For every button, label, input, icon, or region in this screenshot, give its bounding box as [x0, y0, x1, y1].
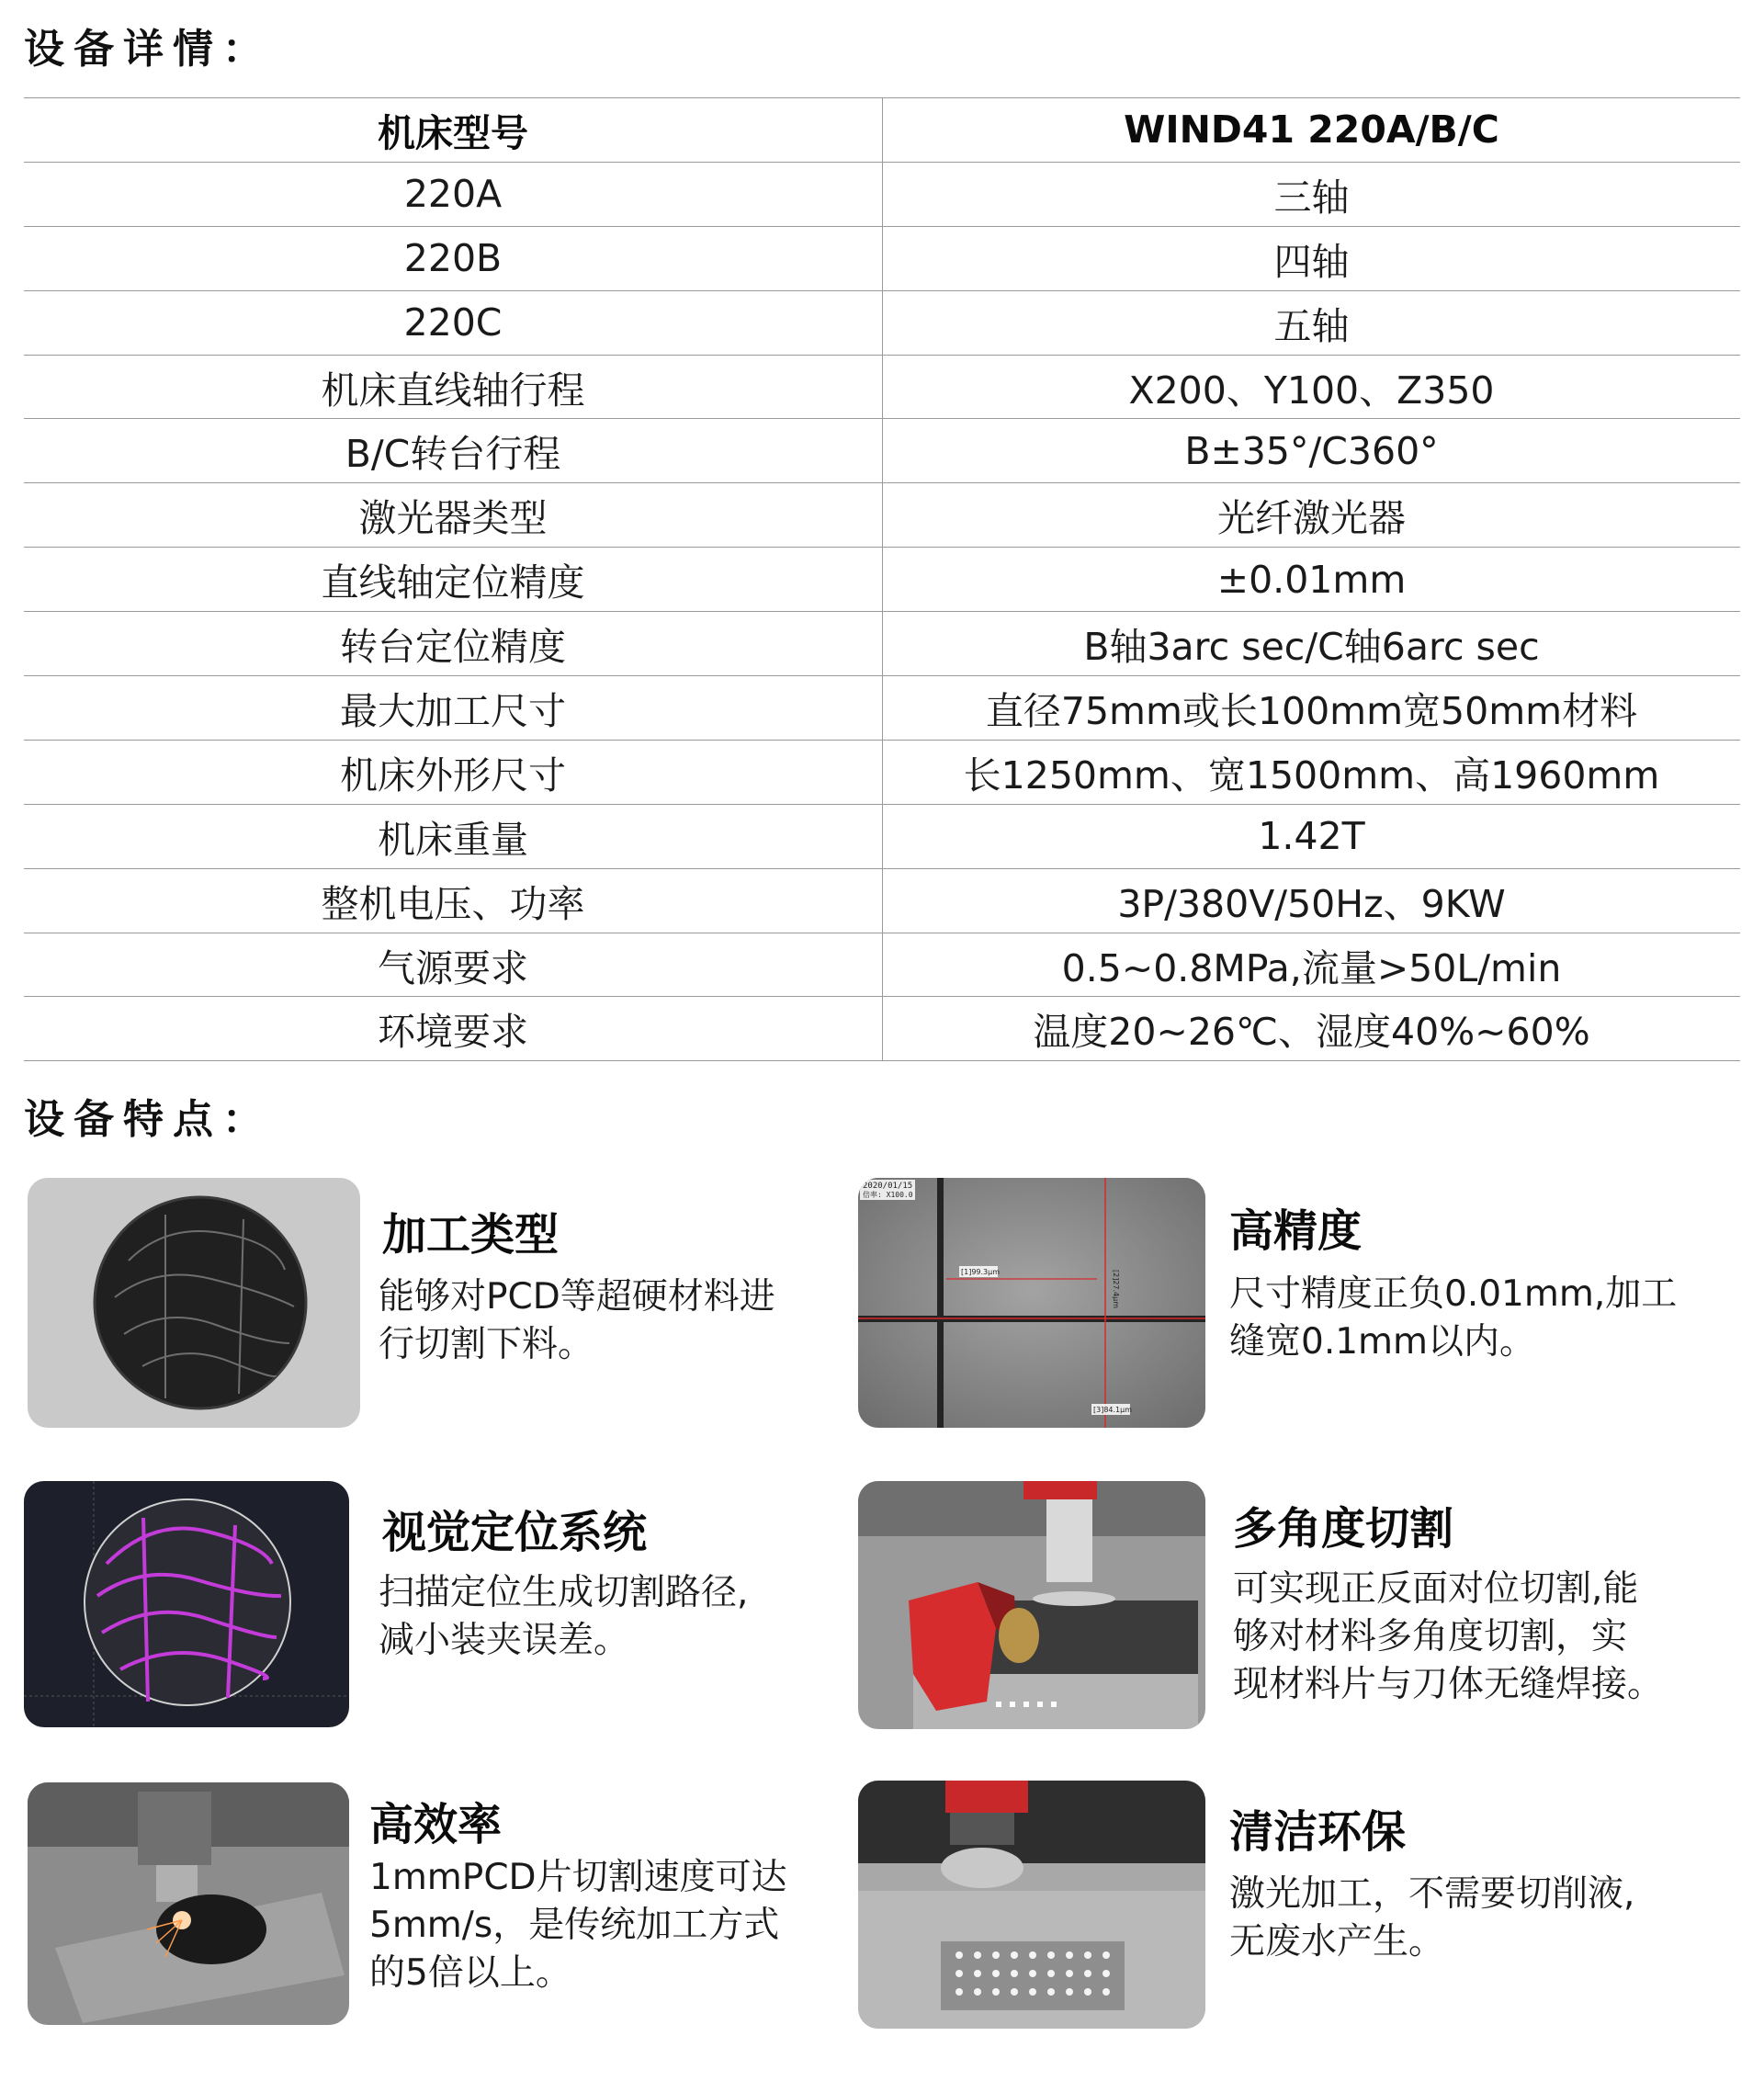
laser-cutting-photo	[28, 1782, 349, 2025]
spec-label-cell: 机床外形尺寸	[24, 740, 883, 804]
spec-label-cell: 220B	[24, 226, 883, 290]
spec-value-cell: ±0.01mm	[883, 548, 1741, 612]
image-date-text: 2020/01/15	[863, 1182, 913, 1191]
table-header-row	[24, 98, 1740, 163]
spec-value-cell: B±35°/C360°	[883, 419, 1741, 483]
spec-value-cell: 0.5~0.8MPa,流量>50L/min	[883, 933, 1741, 997]
measurement-label: [3]84.1μm	[1093, 1406, 1133, 1414]
spec-label-cell: 机床直线轴行程	[24, 355, 883, 419]
spec-value-cell: 直径75mm或长100mm宽50mm材料	[883, 676, 1741, 741]
features-section-title: 设备特点：	[24, 1096, 272, 1143]
spec-value-cell: 长1250mm、宽1500mm、高1960mm	[883, 740, 1741, 804]
feature-desc: 能够对PCD等超硬材料进 行切割下料。	[379, 1276, 775, 1365]
table-row	[24, 355, 1740, 419]
feature-desc: 尺寸精度正负0.01mm,加工 缝宽0.1mm以内。	[1229, 1273, 1678, 1363]
vision-scan-image	[24, 1481, 349, 1727]
spec-label-cell: 转台定位精度	[24, 612, 883, 676]
details-section-title: 设备详情：	[24, 26, 272, 73]
spec-label-cell: 环境要求	[24, 997, 883, 1061]
table-row	[24, 676, 1740, 741]
table-row	[24, 804, 1740, 868]
feature-title: 高效率	[369, 1799, 503, 1850]
spec-label-cell: 激光器类型	[24, 483, 883, 548]
feature-title: 多角度切割	[1233, 1503, 1454, 1555]
spec-value-cell: 3P/380V/50Hz、9KW	[883, 868, 1741, 933]
spec-label-cell: 最大加工尺寸	[24, 676, 883, 741]
spec-value-cell: WIND41 220A/B/C	[883, 98, 1741, 163]
spec-value-cell: 四轴	[883, 226, 1741, 290]
table-row	[24, 162, 1740, 226]
spec-value-cell: 五轴	[883, 290, 1741, 355]
pcd-disc-photo	[28, 1178, 360, 1428]
table-row	[24, 933, 1740, 997]
spec-value-cell: 三轴	[883, 162, 1741, 226]
spec-value-cell: B轴3arc sec/C轴6arc sec	[883, 612, 1741, 676]
spec-label-cell: 机床重量	[24, 804, 883, 868]
table-row	[24, 868, 1740, 933]
microscope-measurement-image	[858, 1178, 1205, 1428]
spec-label-cell: 220A	[24, 162, 883, 226]
table-row	[24, 740, 1740, 804]
rotary-table-photo	[858, 1481, 1205, 1729]
table-row	[24, 419, 1740, 483]
machine-workbench-photo	[858, 1781, 1205, 2029]
table-row	[24, 612, 1740, 676]
spec-table	[24, 97, 1740, 1061]
feature-desc: 扫描定位生成切割路径, 减小装夹误差。	[379, 1572, 749, 1661]
spec-label-cell: 气源要求	[24, 933, 883, 997]
table-row	[24, 290, 1740, 355]
feature-title: 高精度	[1229, 1205, 1363, 1257]
spec-label-cell: B/C转台行程	[24, 419, 883, 483]
spec-label-cell: 直线轴定位精度	[24, 548, 883, 612]
spec-value-cell: X200、Y100、Z350	[883, 355, 1741, 419]
measurement-label: [2]27.4μm	[1112, 1270, 1120, 1309]
table-row	[24, 483, 1740, 548]
table-row	[24, 997, 1740, 1061]
image-magnification-text: 倍率: X100.0	[863, 1191, 913, 1199]
feature-desc: 可实现正反面对位切割,能 够对材料多角度切割，实 现材料片与刀体无缝焊接。	[1233, 1568, 1664, 1705]
feature-title: 清洁环保	[1229, 1806, 1407, 1858]
table-row	[24, 548, 1740, 612]
spec-value-cell: 光纤激光器	[883, 483, 1741, 548]
spec-label-cell: 机床型号	[24, 98, 883, 163]
measurement-label: [1]99.3μm	[961, 1268, 1001, 1276]
table-row	[24, 226, 1740, 290]
feature-desc: 激光加工，不需要切削液, 无废水产生。	[1229, 1873, 1635, 1962]
spec-label-cell: 220C	[24, 290, 883, 355]
spec-label-cell: 整机电压、功率	[24, 868, 883, 933]
feature-desc: 1mmPCD片切割速度可达 5mm/s，是传统加工方式 的5倍以上。	[369, 1857, 787, 1994]
feature-title: 加工类型	[382, 1209, 560, 1261]
spec-value-cell: 温度20~26℃、湿度40%~60%	[883, 997, 1741, 1061]
feature-title: 视觉定位系统	[382, 1507, 648, 1558]
spec-value-cell: 1.42T	[883, 804, 1741, 868]
